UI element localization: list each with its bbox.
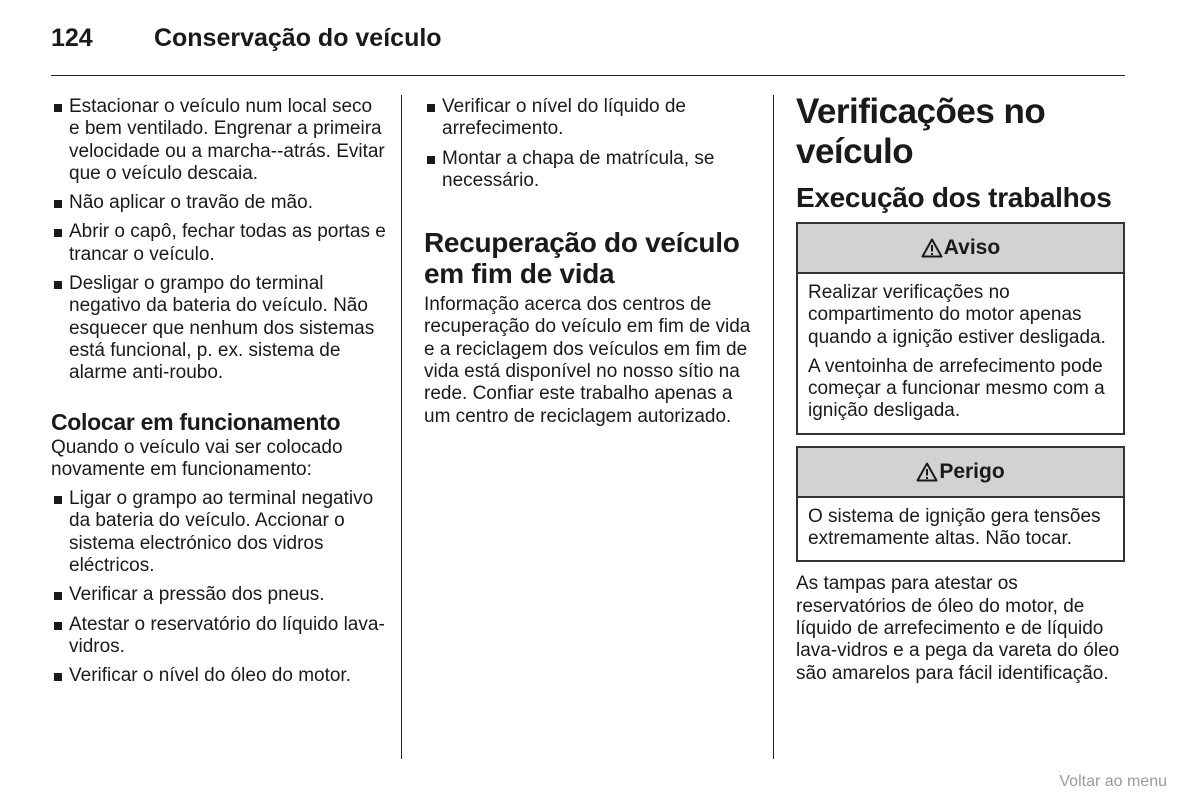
bullet-icon xyxy=(427,104,435,112)
list-item: Abrir o capô, fechar todas as portas e trancar o veículo. xyxy=(51,221,386,266)
warning-paragraph: A ventoinha de arrefecimento pode começar a funcionar mesmo com a ignição desligada. xyxy=(808,355,1105,422)
bullet-icon xyxy=(54,622,62,630)
warning-paragraph: Realizar verificações no compartimento do motor apenas quando a ignição estiver desligada. xyxy=(808,282,1106,348)
column-1 xyxy=(51,96,386,695)
bullet-icon xyxy=(54,229,62,237)
list-item: Montar a chapa de matrícula, se necessário. xyxy=(424,148,754,193)
header-rule xyxy=(51,75,1125,76)
bullet-icon xyxy=(427,156,435,164)
warning-label: Aviso xyxy=(943,235,1001,259)
list-item: Desligar o grampo do terminal negativo da bateria do veículo. Não esquecer que nenhum dos sistemas está funcional, p. ex. sistema de alarme anti-roubo. xyxy=(51,273,386,384)
bullet-list xyxy=(51,96,386,385)
section-paragraph: Informação acerca dos centros de recuperação do veículo em fim de vida e a reciclagem dos veículos em fim de vida está disponível no nosso sítio na rede. Confiar este trabalho apenas a um centro de reciclagem autorizado. xyxy=(424,294,751,427)
list-item: Verificar o nível do óleo do motor. xyxy=(51,665,386,687)
list-item: Não aplicar o travão de mão. xyxy=(51,192,386,214)
back-to-menu-link[interactable]: Voltar ao menu xyxy=(1059,773,1167,790)
column-3 xyxy=(796,92,1125,692)
list-item: Atestar o reservatório do líquido lava-vidros. xyxy=(51,614,386,659)
bullet-icon xyxy=(54,200,62,208)
danger-box xyxy=(796,446,1125,563)
list-item: Ligar o grampo ao terminal negativo da bateria do veículo. Accionar o sistema electrónico dos vidros eléctricos. xyxy=(51,488,386,577)
column-divider xyxy=(773,95,774,759)
bullet-icon xyxy=(54,281,62,289)
warning-box-header xyxy=(798,224,1123,274)
warning-triangle-icon xyxy=(921,238,943,258)
list-item: Estacionar o veículo num local seco e bem ventilado. Engrenar a primeira velocidade ou a marcha-‑atrás. Evitar que o veículo descaia. xyxy=(51,96,386,185)
danger-box-header xyxy=(798,448,1123,498)
page-header xyxy=(51,24,442,53)
column-2 xyxy=(424,96,754,435)
section-subheading: Colocar em funcionamento xyxy=(51,408,341,435)
section-intro: Quando o veículo vai ser colocado novamente em funcionamento: xyxy=(51,436,343,480)
bullet-icon xyxy=(54,496,62,504)
section-title: Verificações no veículo xyxy=(796,92,1046,171)
section-subtitle: Execução dos trabalhos xyxy=(796,182,1112,213)
bullet-icon xyxy=(54,673,62,681)
danger-paragraph: O sistema de ignição gera tensões extremamente altas. Não tocar. xyxy=(808,505,1101,550)
list-item: Verificar o nível do líquido de arrefecimento. xyxy=(424,96,754,141)
section-paragraph: As tampas para atestar os reservatórios de óleo do motor, de líquido de arrefecimento e de líquido lava-vidros e a pega da vareta do óleo são amarelos para fácil identificação. xyxy=(796,573,1120,684)
danger-box-body xyxy=(798,498,1123,561)
warning-box-body xyxy=(798,274,1123,433)
warning-box xyxy=(796,222,1125,435)
page-title: Conservação do veículo xyxy=(153,24,442,52)
bullet-icon xyxy=(54,104,62,112)
bullet-list xyxy=(51,488,386,687)
bullet-icon xyxy=(54,592,62,600)
section-heading: Recuperação do veículo em fim de vida xyxy=(424,227,740,290)
danger-label: Perigo xyxy=(939,459,1005,483)
column-divider xyxy=(401,95,402,759)
page-number: 124 xyxy=(51,24,93,52)
list-item: Verificar a pressão dos pneus. xyxy=(51,584,386,606)
bullet-list xyxy=(424,96,754,192)
warning-triangle-icon xyxy=(916,462,938,482)
